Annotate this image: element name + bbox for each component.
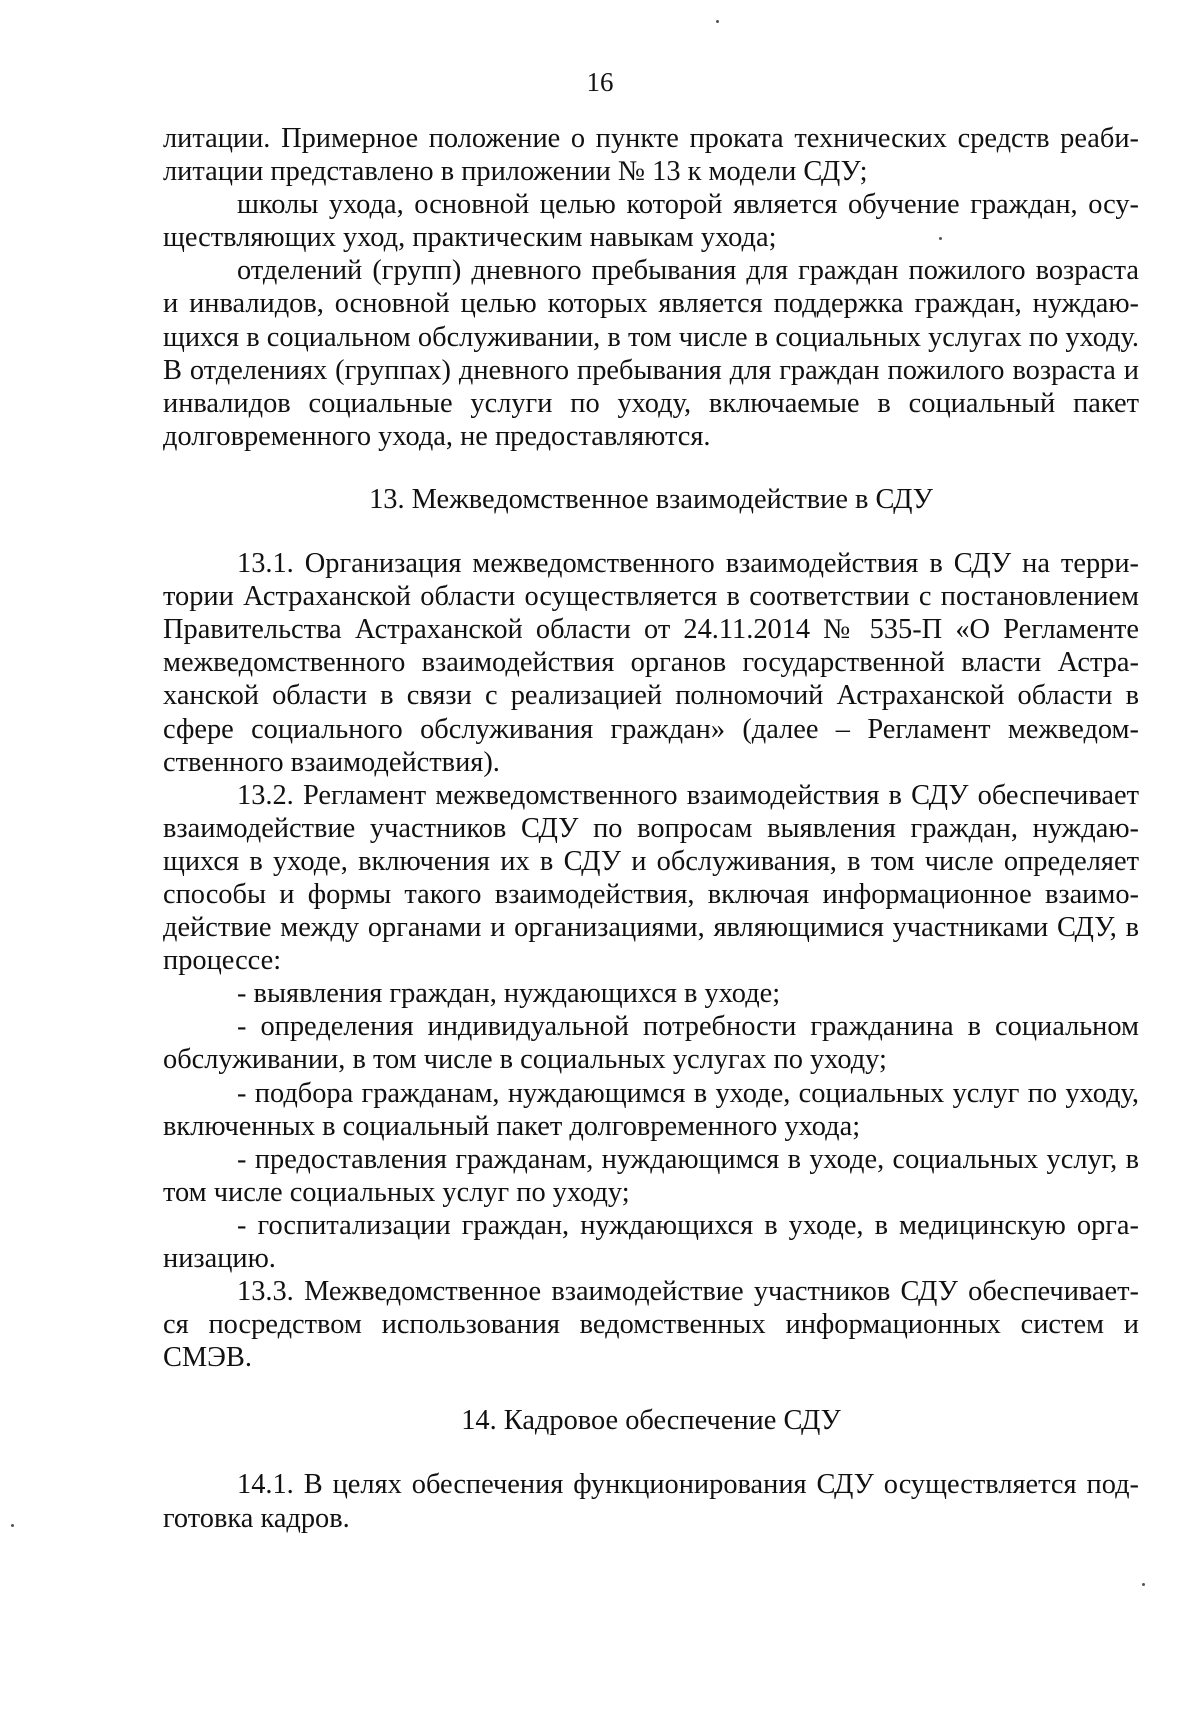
scan-speck: [716, 20, 719, 23]
paragraph-13-3: 13.3. Межведомственное взаимодействие участников СДУ обеспечивается посредством использования ведомственных информационных систем и СМЭВ.: [163, 1276, 1139, 1374]
paragraph-13-1: 13.1. Организация межведомственного взаимодействия в СДУ на территории Астраханской области осуществляется в соответствии с постановлением Правительства Астраханской области от 24.11.2014 № 535-П «О Регламенте межведомственного взаимодействия органов государственной власти Астраханской области в связи с реализацией полномочий Астраханской области в сфере социального обслуживания граждан» (далее – Регламент межведомственного взаимодействия).: [163, 548, 1139, 778]
list-item-13-2-b: - определения индивидуальной потребности гражданина в социальном обслуживании, в том числе в социальных услугах по уходу;: [163, 1011, 1139, 1076]
list-item-13-2-a: - выявления граждан, нуждающихся в уходе;: [237, 978, 781, 1010]
scan-speck: [1142, 1583, 1145, 1586]
section-heading-13: 13. Межведомственное взаимодействие в СДУ: [369, 483, 933, 515]
section-heading-14: 14. Кадровое обеспечение СДУ: [461, 1405, 841, 1437]
list-item-13-2-c: - подбора гражданам, нуждающимся в уходе, социальных услуг по уходу, включенных в социальный пакет долговременного ухода;: [163, 1077, 1139, 1142]
paragraph-care-schools: школы ухода, основной целью которой является обучение граждан, осуществляющих уход, практическим навыкам ухода;: [163, 189, 1139, 254]
paragraph-day-care-units: отделений (групп) дневного пребывания для граждан пожилого возраста и инвалидов, основной целью которых является поддержка граждан, нуждающихся в социальном обслуживании, в том числе в социальных услугах по уходу. В отделениях (группах) дневного пребывания для граждан пожилого возраста и инвалидов социальные услуги по уходу, включаемые в социальный пакет долговременного ухода, не предоставляются.: [163, 255, 1139, 452]
list-item-13-2-e: - госпитализации граждан, нуждающихся в уходе, в медицинскую организацию.: [163, 1209, 1139, 1274]
list-item-13-2-d: - предоставления гражданам, нуждающимся в уходе, социальных услуг, в том числе социальных услуг по уходу;: [163, 1143, 1139, 1208]
page-number: 16: [586, 67, 614, 97]
paragraph-14-1: 14.1. В целях обеспечения функционирования СДУ осуществляется подготовка кадров.: [163, 1469, 1139, 1534]
document-body: [163, 122, 1139, 1535]
paragraph-13-2: 13.2. Регламент межведомственного взаимодействия в СДУ обеспечивает взаимодействие участников СДУ по вопросам выявления граждан, нуждающихся в уходе, включения их в СДУ и обслуживания, в том числе определяет способы и формы такого взаимодействия, включая информационное взаимодействие между органами и организациями, являющимися участниками СДУ, в процессе:: [163, 779, 1139, 977]
scan-speck: [11, 1524, 14, 1527]
paragraph-continuation: литации. Примерное положение о пункте проката технических средств реабилитации представлено в приложении № 13 к модели СДУ;: [163, 123, 1139, 188]
